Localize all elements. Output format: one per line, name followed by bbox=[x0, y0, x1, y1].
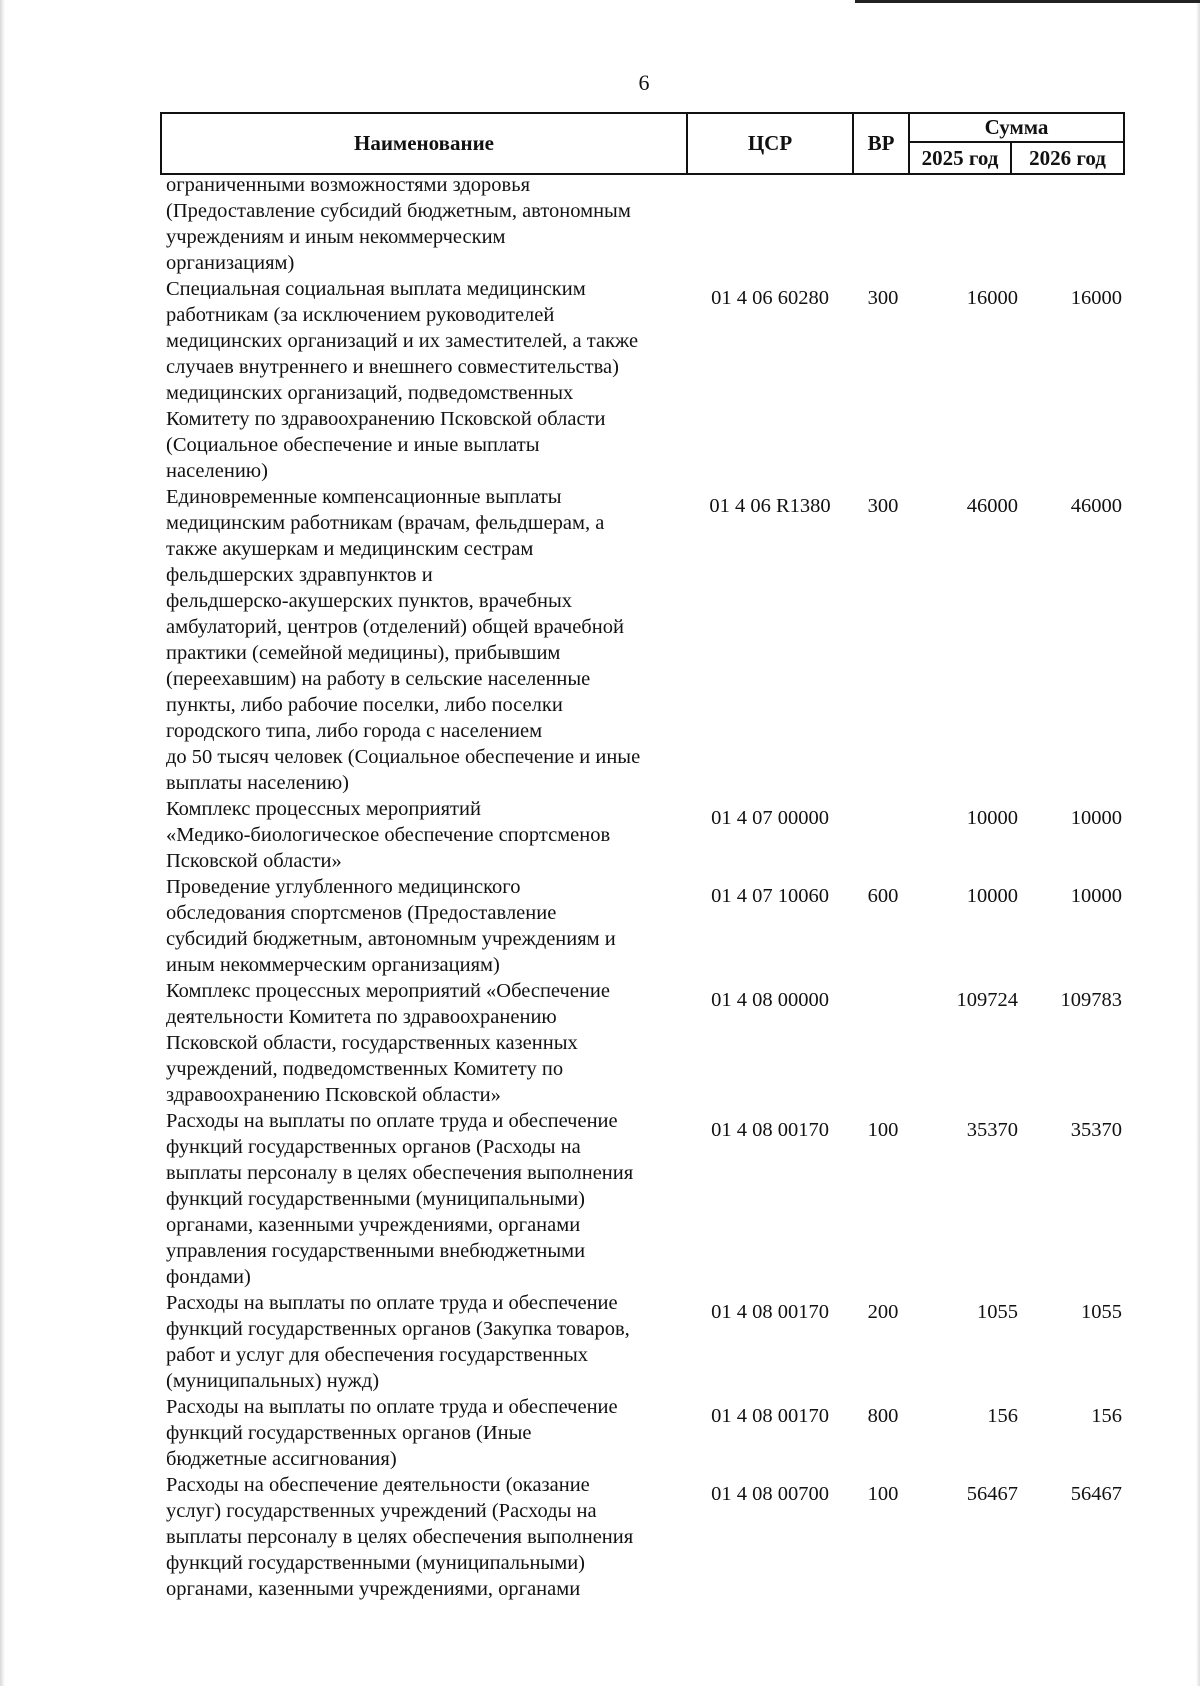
row-vr bbox=[854, 796, 912, 805]
row-name: Расходы на выплаты по оплате труда и обеспечение функций государственных органов (Иные бюджетные ассигнования) bbox=[166, 1396, 618, 1470]
row-sum-2025: 156 bbox=[987, 1405, 1018, 1427]
row-sum-2025: 56467 bbox=[966, 1483, 1018, 1505]
table-row bbox=[166, 1108, 1126, 1290]
row-csr: 01 4 06 60280 bbox=[711, 287, 829, 309]
row-sum-2026: 35370 bbox=[1070, 1119, 1122, 1141]
row-csr: 01 4 07 10060 bbox=[711, 885, 829, 907]
row-name: Единовременные компенсационные выплаты медицинским работникам (врачам, фельдшерам, а также акушеркам и медицинским сестрам фельдшерских здравпунктов и фельдшерско-акушерских пунктов, врачебных амбулаторий, центров (отделений) общей врачебной практики (семейной медицины), прибывшим (переехавшим) на работу в сельские населенные пункты, либо рабочие поселки, либо поселки городского типа, либо города с населением до 50 тысяч человек (Социальное обеспечение и иные выплаты населению) bbox=[166, 486, 641, 794]
row-sum-2026: 156 bbox=[1091, 1405, 1122, 1427]
row-vr: 300 bbox=[867, 495, 899, 517]
row-vr: 100 bbox=[867, 1119, 899, 1141]
row-name: Комплекс процессных мероприятий «Медико-биологическое обеспечение спортсменов Псковской области» bbox=[166, 798, 611, 872]
row-name: Расходы на обеспечение деятельности (оказание услуг) государственных учреждений (Расходы на выплаты персоналу в целях обеспечения выполнения функций государственными (муниципальными) органами, казенными учреждениями, органами bbox=[166, 1474, 634, 1600]
row-csr: 01 4 07 00000 bbox=[711, 807, 829, 829]
row-name: Расходы на выплаты по оплате труда и обеспечение функций государственных органов (Закупка товаров, работ и услуг для обеспечения государственных (муниципальных) нужд) bbox=[166, 1292, 630, 1392]
row-vr: 300 bbox=[867, 287, 899, 309]
page-number: 6 bbox=[638, 70, 650, 95]
header-csr: ЦСР bbox=[688, 114, 854, 173]
table-row bbox=[166, 172, 1126, 276]
row-csr: 01 4 08 00700 bbox=[711, 1483, 829, 1505]
row-name: Комплекс процессных мероприятий «Обеспечение деятельности Комитета по здравоохранению Псковской области, государственных казенных учреждений, подведомственных Комитету по здравоохранению Псковской области» bbox=[166, 980, 610, 1106]
scan-edge-left bbox=[0, 0, 5, 1686]
row-vr: 800 bbox=[867, 1405, 899, 1427]
row-vr: 100 bbox=[867, 1483, 899, 1505]
scan-edge-right bbox=[1196, 0, 1200, 1686]
row-sum-2025: 35370 bbox=[966, 1119, 1018, 1141]
table-row bbox=[166, 484, 1126, 796]
header-sum: Сумма bbox=[910, 114, 1123, 143]
row-csr: 01 4 08 00170 bbox=[711, 1405, 829, 1427]
table-body bbox=[166, 172, 1126, 1602]
row-csr: 01 4 06 R1380 bbox=[709, 495, 831, 517]
row-csr: 01 4 08 00000 bbox=[711, 989, 829, 1011]
row-vr: 200 bbox=[867, 1301, 899, 1323]
table-row bbox=[166, 1394, 1126, 1472]
row-sum-2025: 10000 bbox=[966, 885, 1018, 907]
row-name: Расходы на выплаты по оплате труда и обеспечение функций государственных органов (Расходы на выплаты персоналу в целях обеспечения выполнения функций государственными (муниципальными) органами, казенными учреждениями, органами управления государственными внебюджетными фондами) bbox=[166, 1110, 634, 1288]
row-sum-2026: 46000 bbox=[1070, 495, 1122, 517]
row-vr bbox=[854, 978, 912, 987]
header-vr: ВР bbox=[854, 114, 910, 173]
row-sum-2026: 10000 bbox=[1070, 885, 1122, 907]
row-sum-2026: 109783 bbox=[1060, 989, 1122, 1011]
table-row bbox=[166, 1290, 1126, 1394]
row-sum-2025: 10000 bbox=[966, 807, 1018, 829]
header-year-2025: 2025 год bbox=[910, 143, 1012, 173]
header-name: Наименование bbox=[162, 114, 688, 173]
row-sum-2025: 46000 bbox=[966, 495, 1018, 517]
table-row bbox=[166, 978, 1126, 1108]
table-row bbox=[166, 1472, 1126, 1602]
row-sum-2026: 56467 bbox=[1070, 1483, 1122, 1505]
table-row bbox=[166, 874, 1126, 978]
row-sum-2025: 16000 bbox=[966, 287, 1018, 309]
row-sum-2025 bbox=[912, 172, 1024, 181]
row-sum-2026: 16000 bbox=[1070, 287, 1122, 309]
row-csr: 01 4 08 00170 bbox=[711, 1119, 829, 1141]
row-csr: 01 4 08 00170 bbox=[711, 1301, 829, 1323]
row-vr: 600 bbox=[867, 885, 899, 907]
row-name: ограниченными возможностями здоровья (Предоставление субсидий бюджетным, автономным учреждениям и иным некоммерческим организациям) bbox=[166, 174, 631, 274]
row-sum-2026: 10000 bbox=[1070, 807, 1122, 829]
row-sum-2025: 1055 bbox=[977, 1301, 1018, 1323]
row-name: Проведение углубленного медицинского обследования спортсменов (Предоставление субсидий бюджетным, автономным учреждениям и иным некоммерческим организациям) bbox=[166, 876, 616, 976]
row-csr bbox=[686, 172, 854, 181]
table-row bbox=[166, 796, 1126, 874]
header-year-2026: 2026 год bbox=[1029, 145, 1106, 170]
row-sum-2026 bbox=[1024, 172, 1126, 181]
row-sum-2025: 109724 bbox=[956, 989, 1018, 1011]
table-header bbox=[160, 112, 1125, 175]
row-vr bbox=[854, 172, 912, 181]
scan-line-top bbox=[855, 0, 1200, 3]
row-name: Специальная социальная выплата медицинским работникам (за исключением руководителей медицинских организаций и их заместителей, а также случаев внутреннего и внешнего совместительства) медицинских организаций, подведомственных Комитету по здравоохранению Псковской области (Социальное обеспечение и иные выплаты населению) bbox=[166, 278, 639, 482]
table-row bbox=[166, 276, 1126, 484]
row-sum-2026: 1055 bbox=[1081, 1301, 1122, 1323]
